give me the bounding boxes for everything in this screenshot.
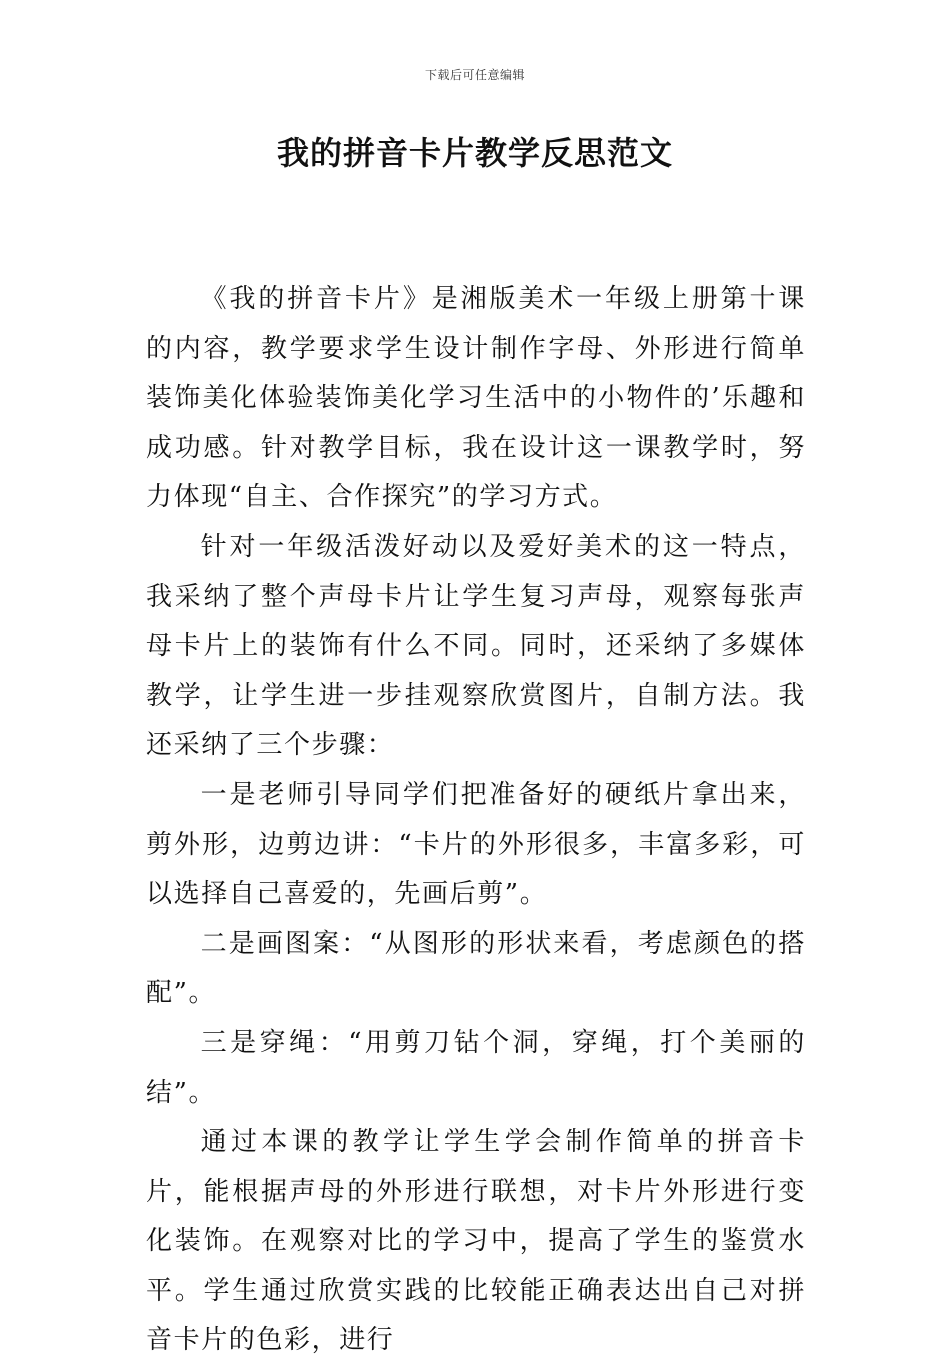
- document-title: 我的拼音卡片教学反思范文: [276, 134, 673, 172]
- paragraph-outcome: 通过本课的教学让学生学会制作简单的拼音卡片，能根据声母的外形进行联想，对卡片外形进行变化装饰。在观察对比的学习中，提高了学生的鉴赏水平。学生通过欣赏实践的比较能正确表达出自己对拼音卡片的色彩，进行: [146, 1127, 806, 1356]
- paragraph-step-two: 二是画图案：“从图形的形状来看，考虑颜色的搭配”。: [146, 928, 806, 1009]
- paragraph-step-three: 三是穿绳：“用剪刀钻个洞，穿绳，打个美丽的结”。: [146, 1027, 806, 1108]
- paragraph-methods: 针对一年级活泼好动以及爱好美术的这一特点，我采纳了整个声母卡片让学生复习声母，观察每张声母卡片上的装饰有什么不同。同时，还采纳了多媒体教学，让学生进一步挂观察欣赏图片，自制方法。我还采纳了三个步骤：: [146, 531, 806, 761]
- header-note: 下载后可任意编辑: [424, 68, 525, 82]
- document-body: [146, 275, 806, 1366]
- paragraph-step-one: 一是老师引导同学们把准备好的硬纸片拿出来，剪外形，边剪边讲：“卡片的外形很多，丰富多彩，可以选择自己喜爱的，先画后剪”。: [146, 779, 806, 910]
- paragraph-intro: 《我的拼音卡片》是湘版美术一年级上册第十课的内容，教学要求学生设计制作字母、外形进行简单装饰美化体验装饰美化学习生活中的小物件的’乐趣和成功感。针对教学目标，我在设计这一课教学时，努力体现“自主、合作探究”的学习方式。: [146, 284, 806, 513]
